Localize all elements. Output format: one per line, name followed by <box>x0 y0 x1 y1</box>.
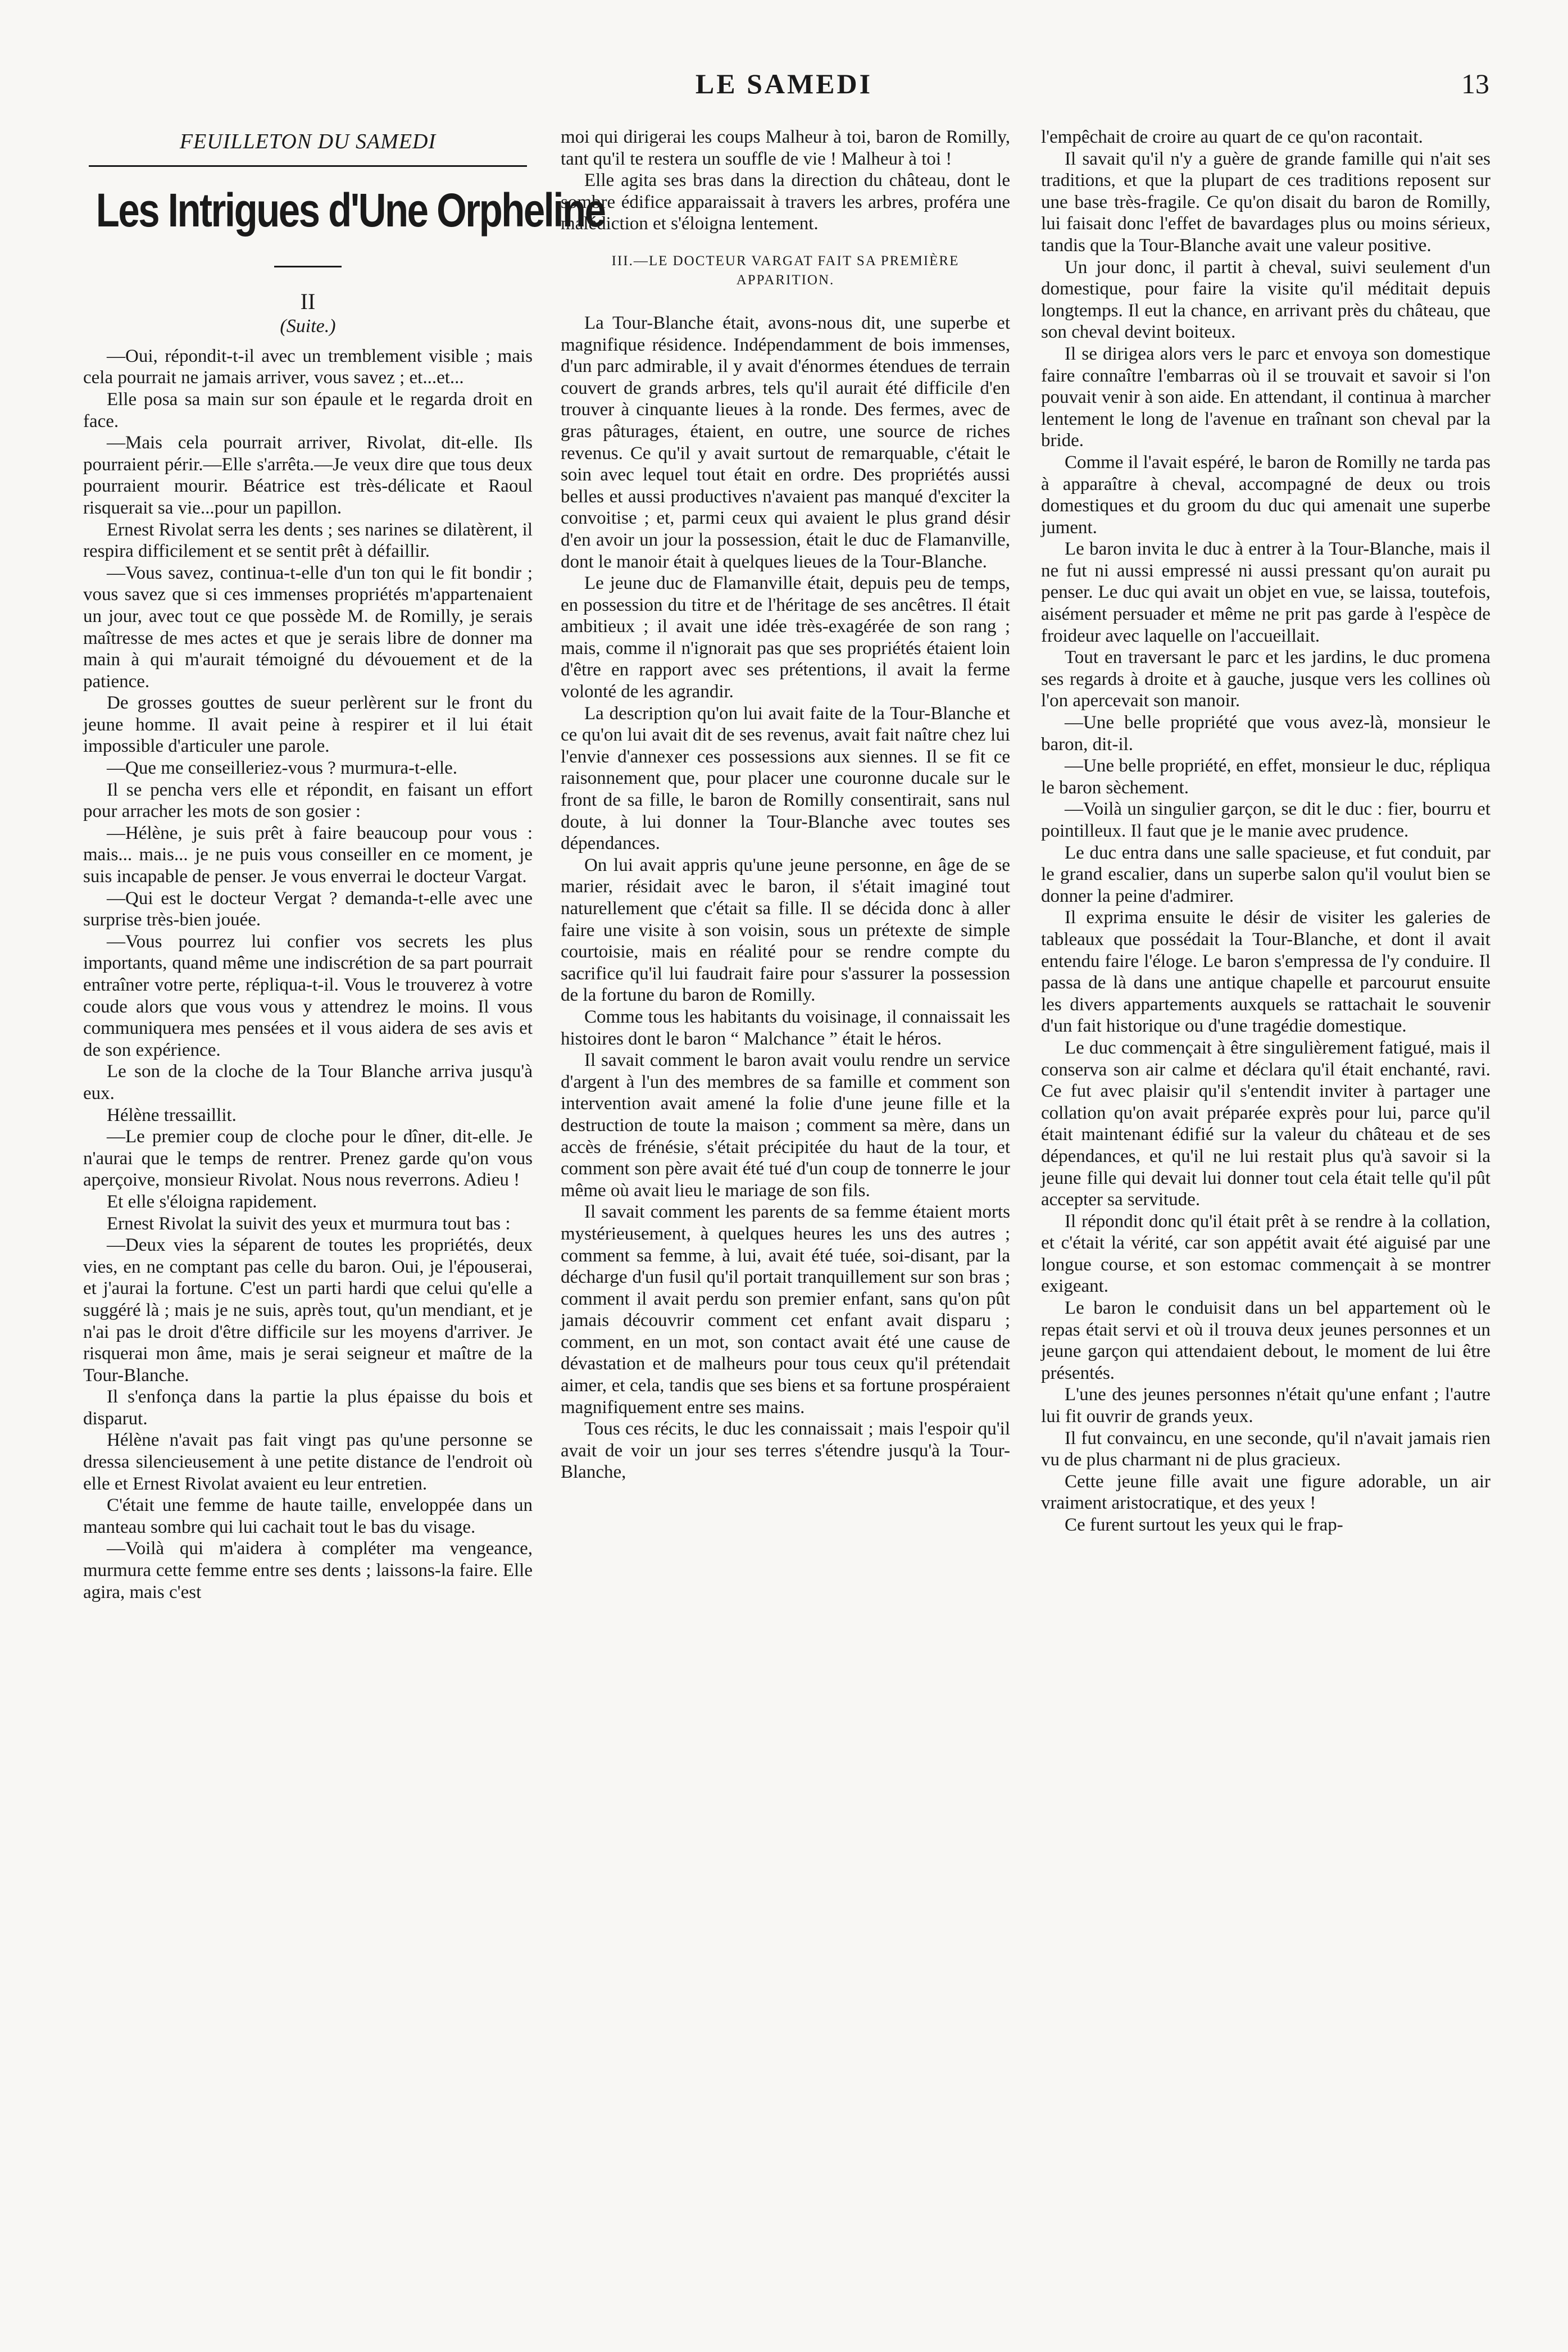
paragraph: On lui avait appris qu'une jeune personne, en âge de se marier, résidait avec le baron, il s'était imaginé tout naturellement que c'était sa fille. Il se décida donc à aller faire une visite à son voisin, sous un prétexte de simple courtoisie, mais en réalité pour se rendre compte du sacrifice qu'il lui faudrait faire pour s'assurer la possession de la fortune du baron de Romilly. <box>561 855 1010 1006</box>
chapter-number: II <box>300 288 316 314</box>
column-2-top-body <box>561 126 1010 235</box>
paragraph: —Qui est le docteur Vergat ? demanda-t-elle avec une surprise très-bien jouée. <box>83 888 533 930</box>
paragraph: Comme il l'avait espéré, le baron de Romilly ne tarda pas à apparaître à cheval, accompagné de deux ou trois domestiques et du groom du duc qui amenait une superbe jument. <box>1041 452 1490 538</box>
paragraph: Il exprima ensuite le désir de visiter les galeries de tableaux que possédait la Tour-Blanche, et dont il avait entendu faire l'éloge. Le baron s'empressa de l'y conduire. Il passa de là dans une antique chapelle et parcourut ensuite les divers appartements auxquels se rattachait le souvenir d'un fait historique ou d'une tragédie domestique. <box>1041 907 1490 1037</box>
suite-label: (Suite.) <box>280 316 336 337</box>
column-1-body <box>83 346 533 1603</box>
paragraph: Il se pencha vers elle et répondit, en faisant un effort pour arracher les mots de son gosier : <box>83 779 533 822</box>
page-header <box>79 67 1489 112</box>
paragraph: —Une belle propriété que vous avez-là, monsieur le baron, dit-il. <box>1041 712 1490 755</box>
paragraph: —Que me conseilleriez-vous ? murmura-t-elle. <box>107 758 458 779</box>
paragraph: C'était une femme de haute taille, enveloppée dans un manteau sombre qui lui cachait tout le bas du visage. <box>83 1495 533 1537</box>
column-1 <box>83 126 605 2301</box>
paragraph: Tout en traversant le parc et les jardins, le duc promena ses regards à droite et à gauche, jusque vers les collines où l'on apercevait son manoir. <box>1041 647 1490 711</box>
page-number: 13 <box>1461 68 1489 99</box>
column-2 <box>561 126 1010 2301</box>
paragraph: Et elle s'éloigna rapidement. <box>107 1191 317 1212</box>
paragraph: La Tour-Blanche était, avons-nous dit, une superbe et magnifique résidence. Indépendamment de bois immenses, d'un parc admirable, il y avait d'énormes étendues de terrain couvert de grands arbres, tels qu'il aurait été difficile d'en trouver à cinquante lieues à la ronde. Des fermes, avec de gras pâturages, étaient, en outre, une source de riches revenus. Ce qu'il y avait surtout de remarquable, c'était le soin avec lequel tout était en ordre. Des propriétés aussi belles et aussi productives n'avaient pas manqué d'exciter la convoitise ; et, parmi ceux qui avaient le plus grand désir d'en avoir un jour la possession, était le duc de Flamanville, dont le manoir était à quelques lieues de la Tour-Blanche. <box>561 312 1010 572</box>
paragraph: —Voilà qui m'aidera à compléter ma vengeance, murmura cette femme entre ses dents ; laissons-la faire. Elle agira, mais c'est <box>83 1538 533 1602</box>
paragraph: Elle agita ses bras dans la direction du château, dont le sombre édifice apparaissait à travers les arbres, proféra une malédiction et s'éloigna lentement. <box>561 170 1010 234</box>
paragraph: Le duc commençait à être singulièrement fatigué, mais il conserva son air calme et déclara qu'il était enchanté, ravi. Ce fut avec plaisir qu'il s'entendit inviter à partager une collation qu'on avait préparée exprès pour lui, parce qu'il était maintenant édifié sur la valeur du château et de ses dépendances, et qu'il ne lui restait plus qu'à savoir si la jeune fille qui devait lui donner tout cela était telle qu'il pût accepter sa servitude. <box>1041 1037 1490 1210</box>
paragraph: Ernest Rivolat la suivit des yeux et murmura tout bas : <box>107 1213 511 1234</box>
paragraph: Hélène tressaillit. <box>107 1105 237 1125</box>
paragraph: l'empêchait de croire au quart de ce qu'on racontait. <box>1041 127 1423 147</box>
paragraph: —Voilà un singulier garçon, se dit le duc : fier, bourru et pointilleux. Il faut que je le manie avec prudence. <box>1041 799 1490 841</box>
paragraph: Tous ces récits, le duc les connaissait ; mais l'espoir qu'il avait de voir un jour ses terres s'étendre jusqu'à la Tour-Blanche, <box>561 1419 1010 1483</box>
paragraph: —Oui, répondit-t-il avec un tremblement visible ; mais cela pourrait ne jamais arriver, vous savez ; et...et... <box>83 346 533 388</box>
running-title: LE SAMEDI <box>695 68 873 99</box>
paragraph: De grosses gouttes de sueur perlèrent sur le front du jeune homme. Il avait peine à respirer et il lui était impossible d'articuler une parole. <box>83 693 533 757</box>
paragraph: Le son de la cloche de la Tour Blanche arriva jusqu'à eux. <box>83 1061 533 1104</box>
paragraph: L'une des jeunes personnes n'était qu'une enfant ; l'autre lui fit ouvrir de grands yeux. <box>1041 1384 1490 1427</box>
column-3-body <box>1041 126 1490 1536</box>
paragraph: —Une belle propriété, en effet, monsieur le duc, répliqua le baron sèchement. <box>1041 756 1490 798</box>
paragraph: —Deux vies la séparent de toutes les propriétés, deux vies, en ne comptant pas celle du baron. Oui, je l'épouserai, et j'aurai la fortune. C'est un parti hardi que celui qu'elle a suggéré là ; mais je ne suis, après tout, qu'un mendiant, et je n'ai pas le droit d'être difficile sur les moyens d'arriver. Je risquerai mon âme, mais je serai seigneur et maître de la Tour-Blanche. <box>83 1235 533 1386</box>
paragraph: Le baron le conduisit dans un bel appartement où le repas était servi et où il trouva deux jeunes personnes et un jeune garçon qui attendaient debout, le moment de lui être présentés. <box>1041 1298 1490 1383</box>
paragraph: Il s'enfonça dans la partie la plus épaisse du bois et disparut. <box>83 1387 533 1429</box>
paragraph: Ernest Rivolat serra les dents ; ses narines se dilatèrent, il respira difficilement et se sentit prêt à défaillir. <box>83 519 533 562</box>
feuilleton-label: FEUILLETON DU SAMEDI <box>179 130 437 153</box>
paragraph: Le baron invita le duc à entrer à la Tour-Blanche, mais il ne fut ni aussi empressé ni aussi pressant qu'on aurait pu penser. Le duc qui avait un objet en vue, se laissa, toutefois, aisément persuader et même ne prit pas garde à l'espèce de froideur avec laquelle on l'accueillait. <box>1041 539 1490 646</box>
paragraph: Il savait comment le baron avait voulu rendre un service d'argent à l'un des membres de sa famille et comment son intervention avait amené la folie d'une jeune fille et la destruction de toute la maison ; comment sa mère, dans un accès de frénésie, s'était précipitée du haut de la tour, et comment son père avait été tué d'un coup de tonnerre le jour même où avait lieu le mariage de son fils. <box>561 1050 1010 1201</box>
paragraph: Il répondit donc qu'il était prêt à se rendre à la collation, et c'était la vérité, car son appétit avait été aiguisé par une longue course, et son estomac commençait à se montrer exigeant. <box>1041 1211 1490 1297</box>
paragraph: Il fut convaincu, en une seconde, qu'il n'avait jamais rien vu de plus charmant ni de plus gracieux. <box>1041 1428 1490 1470</box>
paragraph: Comme tous les habitants du voisinage, il connaissait les histoires dont le baron “ Malchance ” était le héros. <box>561 1006 1010 1049</box>
paragraph: Il savait qu'il n'y a guère de grande famille qui n'ait ses traditions, et que la plupart de ces traditions reposent sur une base très-fragile. Ce qu'on disait du baron de Romilly, lui faisait donc l'effet de bavardages plus ou moins sérieux, tandis que la Tour-Blanche avait une valeur positive. <box>1041 148 1490 256</box>
paragraph: Elle posa sa main sur son épaule et le regarda droit en face. <box>83 389 533 432</box>
paragraph: Hélène n'avait pas fait vingt pas qu'une personne se dressa silencieusement à une petite distance de l'endroit où elle et Ernest Rivolat avaient eu leur entretien. <box>83 1430 533 1494</box>
column-2-body <box>561 312 1010 1483</box>
paragraph: —Le premier coup de cloche pour le dîner, dit-elle. Je n'aurai que le temps de rentrer. Prenez garde qu'on vous aperçoive, monsieur Rivolat. Nous nous reverrons. Adieu ! <box>83 1127 533 1191</box>
paragraph: moi qui dirigerai les coups Malheur à toi, baron de Romilly, tant qu'il te restera un souffle de vie ! Malheur à toi ! <box>561 127 1010 169</box>
paragraph: Le jeune duc de Flamanville était, depuis peu de temps, en possession du titre et de l'héritage de ses ancêtres. Il était ambitieux ; il avait une idée très-exagérée de son rang ; mais, comme il n'ignorait pas que ses propriétés étaient loin d'être en rapport avec ses prétentions, il avait la ferme volonté de les agrandir. <box>561 573 1010 702</box>
paragraph: —Hélène, je suis prêt à faire beaucoup pour vous : mais... mais... je ne puis vous conseiller en ce moment, je suis incapable de penser. Je vous enverrai le docteur Vargat. <box>83 823 533 887</box>
paragraph: La description qu'on lui avait faite de la Tour-Blanche et ce qu'on lui avait dit de ses revenus, avait fait naître chez lui l'envie d'annexer ces possessions aux siennes. Il se fit ce raisonnement que, pour placer une couronne ducale sur le front de sa fille, le baron de Romilly consentirait, sans nul doute, à lui donner la Tour-Blanche avec toutes ses dépendances. <box>561 703 1010 854</box>
text-columns <box>83 126 1493 2301</box>
short-divider <box>274 266 342 267</box>
serial-title: Les Intrigues d'Une Orpheline <box>96 183 605 237</box>
column-3 <box>1041 126 1490 2301</box>
paragraph: Il se dirigea alors vers le parc et envoya son domestique faire connaître l'embarras où il se trouvait et savoir si l'on pouvait venir à son aide. En attendant, il continua à marcher lentement le long de l'avenue en traînant son cheval par la bride. <box>1041 343 1490 451</box>
paragraph: Cette jeune fille avait une figure adorable, un air vraiment aristocratique, et des yeux ! <box>1041 1471 1490 1514</box>
paragraph: Ce furent surtout les yeux qui le frap- <box>1065 1515 1343 1535</box>
section-heading: III.—LE DOCTEUR VARGAT FAIT SA PREMIÈRE APPARITION. <box>611 253 960 288</box>
title-rule <box>89 165 527 167</box>
paragraph: —Vous pourrez lui confier vos secrets les plus importants, quand même une indiscrétion de sa part pourrait entraîner votre perte, répliqua-t-il. Vous le trouverez à votre coude alors que vous vous y attendrez le moins. Il vous communiquera mes pensées et il vous aidera de ses avis et de son expérience. <box>83 931 533 1060</box>
paragraph: Un jour donc, il partit à cheval, suivi seulement d'un domestique, pour faire la visite qu'il méditait depuis longtemps. Il eut la chance, en arrivant près du château, que son cheval devint boiteux. <box>1041 257 1490 343</box>
paragraph: —Vous savez, continua-t-elle d'un ton qui le fit bondir ; vous savez que si ces immenses propriétés m'appartenaient un jour, avec tout ce que possède M. de Romilly, je serais maîtresse de mes actes et que je serais libre de donner ma main à qui m'aurait témoigné du dévouement et de la patience. <box>83 562 533 692</box>
paragraph: Le duc entra dans une salle spacieuse, et fut conduit, par le grand escalier, dans un superbe salon qu'il voulut bien se donner la peine d'admirer. <box>1041 842 1490 906</box>
paragraph: Il savait comment les parents de sa femme étaient morts mystérieusement, à quelques heures les uns des autres ; comment sa femme, à lui, avait été tuée, soi-disant, par la décharge d'un fusil qu'il portait tranquillement sur son bras ; comment il avait perdu son premier enfant, sans qu'on pût jamais découvrir comment cet enfant avait disparu ; comment, en un mot, son contact avait été une cause de dévastation et de malheurs pour tous ceux qu'il prétendait aimer, et cela, tandis que ses biens et sa fortune prospéraient magnifiquement entre ses mains. <box>561 1202 1010 1418</box>
paragraph: —Mais cela pourrait arriver, Rivolat, dit-elle. Ils pourraient périr.—Elle s'arrêta.—Je veux dire que tous deux pourraient mourir. Béatrice est très-délicate et Raoul risquerait sa vie...pour un papillon. <box>83 433 533 518</box>
